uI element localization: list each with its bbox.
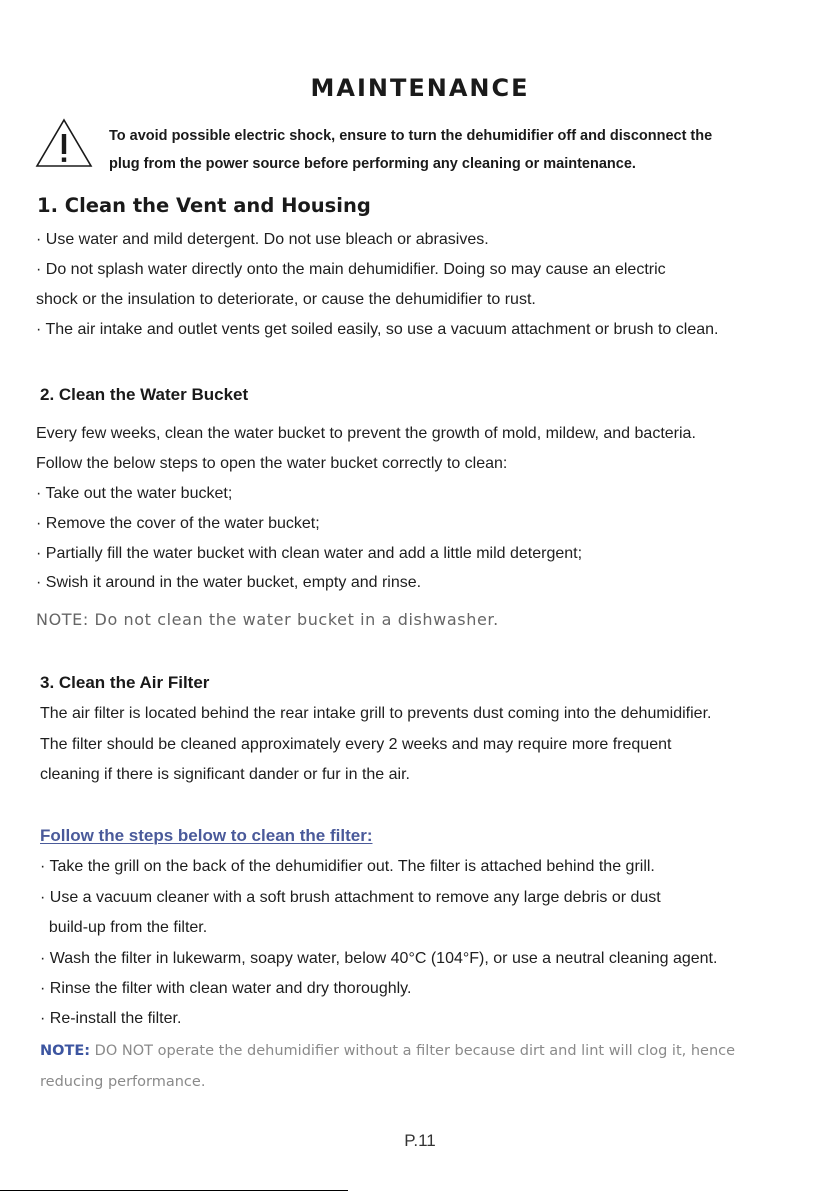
section-3-line: cleaning if there is significant dander or fur in the air. [40,766,410,783]
warning-text-line-2: plug from the power source before performing any cleaning or maintenance. [109,156,636,172]
section-2-line: Every few weeks, clean the water bucket to prevent the growth of mold, mildew, and bacteria. [36,425,696,442]
filter-step: · Use a vacuum cleaner with a soft brush attachment to remove any large debris or dust [40,889,661,906]
note-label: NOTE: [40,1043,91,1059]
warning-triangle-icon [35,118,93,168]
bottom-rule [0,1190,348,1191]
filter-step: · Re-install the filter. [40,1010,182,1027]
section-1-line: · Do not splash water directly onto the main dehumidifier. Doing so may cause an electric [36,261,666,278]
filter-step: · Rinse the filter with clean water and dry thoroughly. [40,980,412,997]
section-1-line: shock or the insulation to deteriorate, or cause the dehumidifier to rust. [36,291,536,308]
filter-step: build-up from the filter. [40,919,208,936]
section-3-line: The filter should be cleaned approximately every 2 weeks and may require more frequent [40,736,672,753]
filter-note-line-2: reducing performance. [40,1074,206,1090]
section-2-line: · Remove the cover of the water bucket; [36,515,320,532]
section-2-line: Follow the below steps to open the water bucket correctly to clean: [36,455,508,472]
filter-step: · Wash the filter in lukewarm, soapy water, below 40°C (104°F), or use a neutral cleaning agent. [40,950,718,967]
section-2-line: · Partially fill the water bucket with clean water and add a little mild detergent; [36,545,583,562]
section-2-note: NOTE: Do not clean the water bucket in a dishwasher. [36,610,499,629]
section-1-heading: 1. Clean the Vent and Housing [37,194,371,217]
section-2-line: · Swish it around in the water bucket, empty and rinse. [36,574,422,591]
filter-step: · Take the grill on the back of the dehumidifier out. The filter is attached behind the grill. [40,858,655,875]
page-number: P.11 [404,1131,436,1150]
section-2-heading: 2. Clean the Water Bucket [40,385,249,404]
section-1-line: · Use water and mild detergent. Do not use bleach or abrasives. [36,231,489,248]
section-1-line: · The air intake and outlet vents get soiled easily, so use a vacuum attachment or brush to clean. [36,321,719,338]
section-2-line: · Take out the water bucket; [36,485,233,502]
page-title: MAINTENANCE [310,74,530,102]
section-3-line: The air filter is located behind the rear intake grill to prevents dust coming into the dehumidifier. [40,705,712,722]
warning-text-line-1: To avoid possible electric shock, ensure to turn the dehumidifier off and disconnect the [109,128,713,144]
filter-note-text: DO NOT operate the dehumidifier without a filter because dirt and lint will clog it, hence [90,1043,736,1059]
filter-steps-heading: Follow the steps below to clean the filter: [40,826,373,845]
section-3-heading: 3. Clean the Air Filter [40,673,210,692]
filter-note-line-1 [40,1043,735,1059]
